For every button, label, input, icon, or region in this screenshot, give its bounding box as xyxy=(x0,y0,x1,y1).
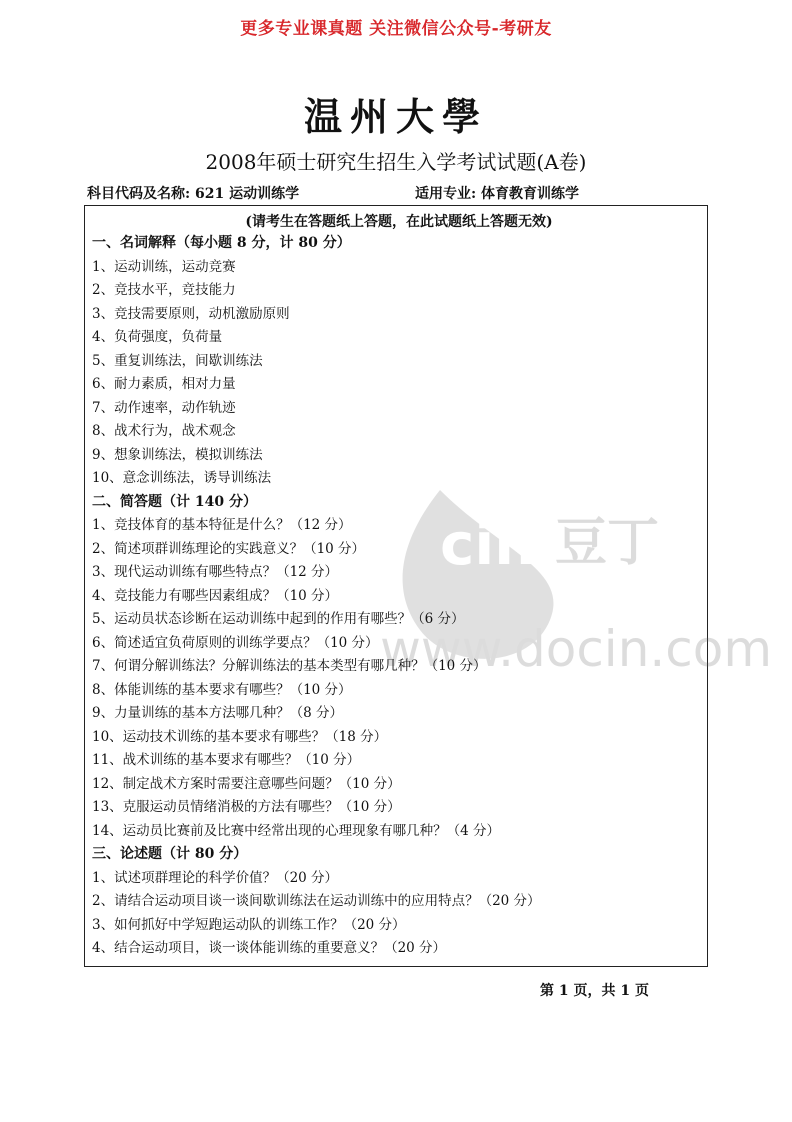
promo-banner: 更多专业课真题 关注微信公众号-考研友 xyxy=(240,19,552,39)
question-item: 13、克服运动员情绪消极的方法有哪些？（10 分） xyxy=(92,799,401,815)
question-item: 1、试述项群理论的科学价值？（20 分） xyxy=(92,869,339,886)
watermark-url: www.docin.com xyxy=(380,620,773,678)
watermark-logo-text: cin xyxy=(440,510,536,578)
question-item: 4、结合运动项目，谈一谈体能训练的重要意义？（20 分） xyxy=(92,940,447,956)
applicable-major: 适用专业: 体育教育训练学 xyxy=(415,186,580,202)
question-item: 2、简述项群训练理论的实践意义？（10 分） xyxy=(92,540,366,557)
question-item: 6、耐力素质，相对力量 xyxy=(92,376,236,392)
question-item: 1、运动训练，运动竞赛 xyxy=(92,258,236,275)
question-item: 6、简述适宜负荷原则的训练学要点？（10 分） xyxy=(92,634,379,651)
subject-line xyxy=(87,183,707,205)
question-item: 12、制定战术方案时需要注意哪些问题？（10 分） xyxy=(92,775,401,792)
section-heading: 三、论述题（计 80 分） xyxy=(92,846,248,862)
watermark-brand: 豆丁 xyxy=(555,513,660,573)
question-item: 14、运动员比赛前及比赛中经常出现的心理现象有哪几种？（4 分） xyxy=(92,822,501,839)
question-item: 3、竞技需要原则，动机激励原则 xyxy=(92,305,290,322)
question-item: 1、竞技体育的基本特征是什么？（12 分） xyxy=(92,517,352,533)
question-list xyxy=(92,232,702,961)
page-footer: 第 1 页，共 1 页 xyxy=(540,983,649,999)
section-heading: 一、名词解释（每小题 8 分，计 80 分） xyxy=(92,235,351,251)
question-item: 2、竞技水平，竞技能力 xyxy=(92,282,236,298)
subject-code-name: 科目代码及名称: 621 运动训练学 xyxy=(87,186,300,202)
question-item: 10、意念训练法，诱导训练法 xyxy=(92,470,272,486)
question-item: 4、竞技能力有哪些因素组成？（10 分） xyxy=(92,587,339,604)
question-item: 3、如何抓好中学短跑运动队的训练工作？（20 分） xyxy=(92,916,406,933)
question-item: 5、重复训练法，间歇训练法 xyxy=(92,352,263,369)
question-item: 2、请结合运动项目谈一谈间歇训练法在运动训练中的应用特点？（20 分） xyxy=(92,893,541,909)
question-item: 9、想象训练法，模拟训练法 xyxy=(92,446,263,463)
question-item: 8、战术行为，战术观念 xyxy=(92,423,236,439)
question-item: 3、现代运动训练有哪些特点？（12 分） xyxy=(92,564,339,580)
question-item: 8、体能训练的基本要求有哪些？（10 分） xyxy=(92,681,352,698)
question-item: 10、运动技术训练的基本要求有哪些？（18 分） xyxy=(92,728,388,745)
section-heading: 二、简答题（计 140 分） xyxy=(92,493,257,510)
question-item: 11、战术训练的基本要求有哪些？（10 分） xyxy=(92,752,361,768)
university-name: 温州大學 xyxy=(303,94,488,139)
question-item: 7、何谓分解训练法？分解训练法的基本类型有哪几种？（10 分） xyxy=(92,658,487,674)
question-item: 5、运动员状态诊断在运动训练中起到的作用有哪些？（6 分） xyxy=(92,611,465,627)
question-item: 9、力量训练的基本方法哪几种？（8 分） xyxy=(92,705,343,721)
answer-notice: (请考生在答题纸上答题，在此试题纸上答题无效) xyxy=(245,214,553,230)
question-item: 7、动作速率，动作轨迹 xyxy=(92,399,236,416)
question-item: 4、负荷强度，负荷量 xyxy=(92,329,223,345)
exam-title: 2008年硕士研究生招生入学考试试题(A卷) xyxy=(205,150,587,174)
